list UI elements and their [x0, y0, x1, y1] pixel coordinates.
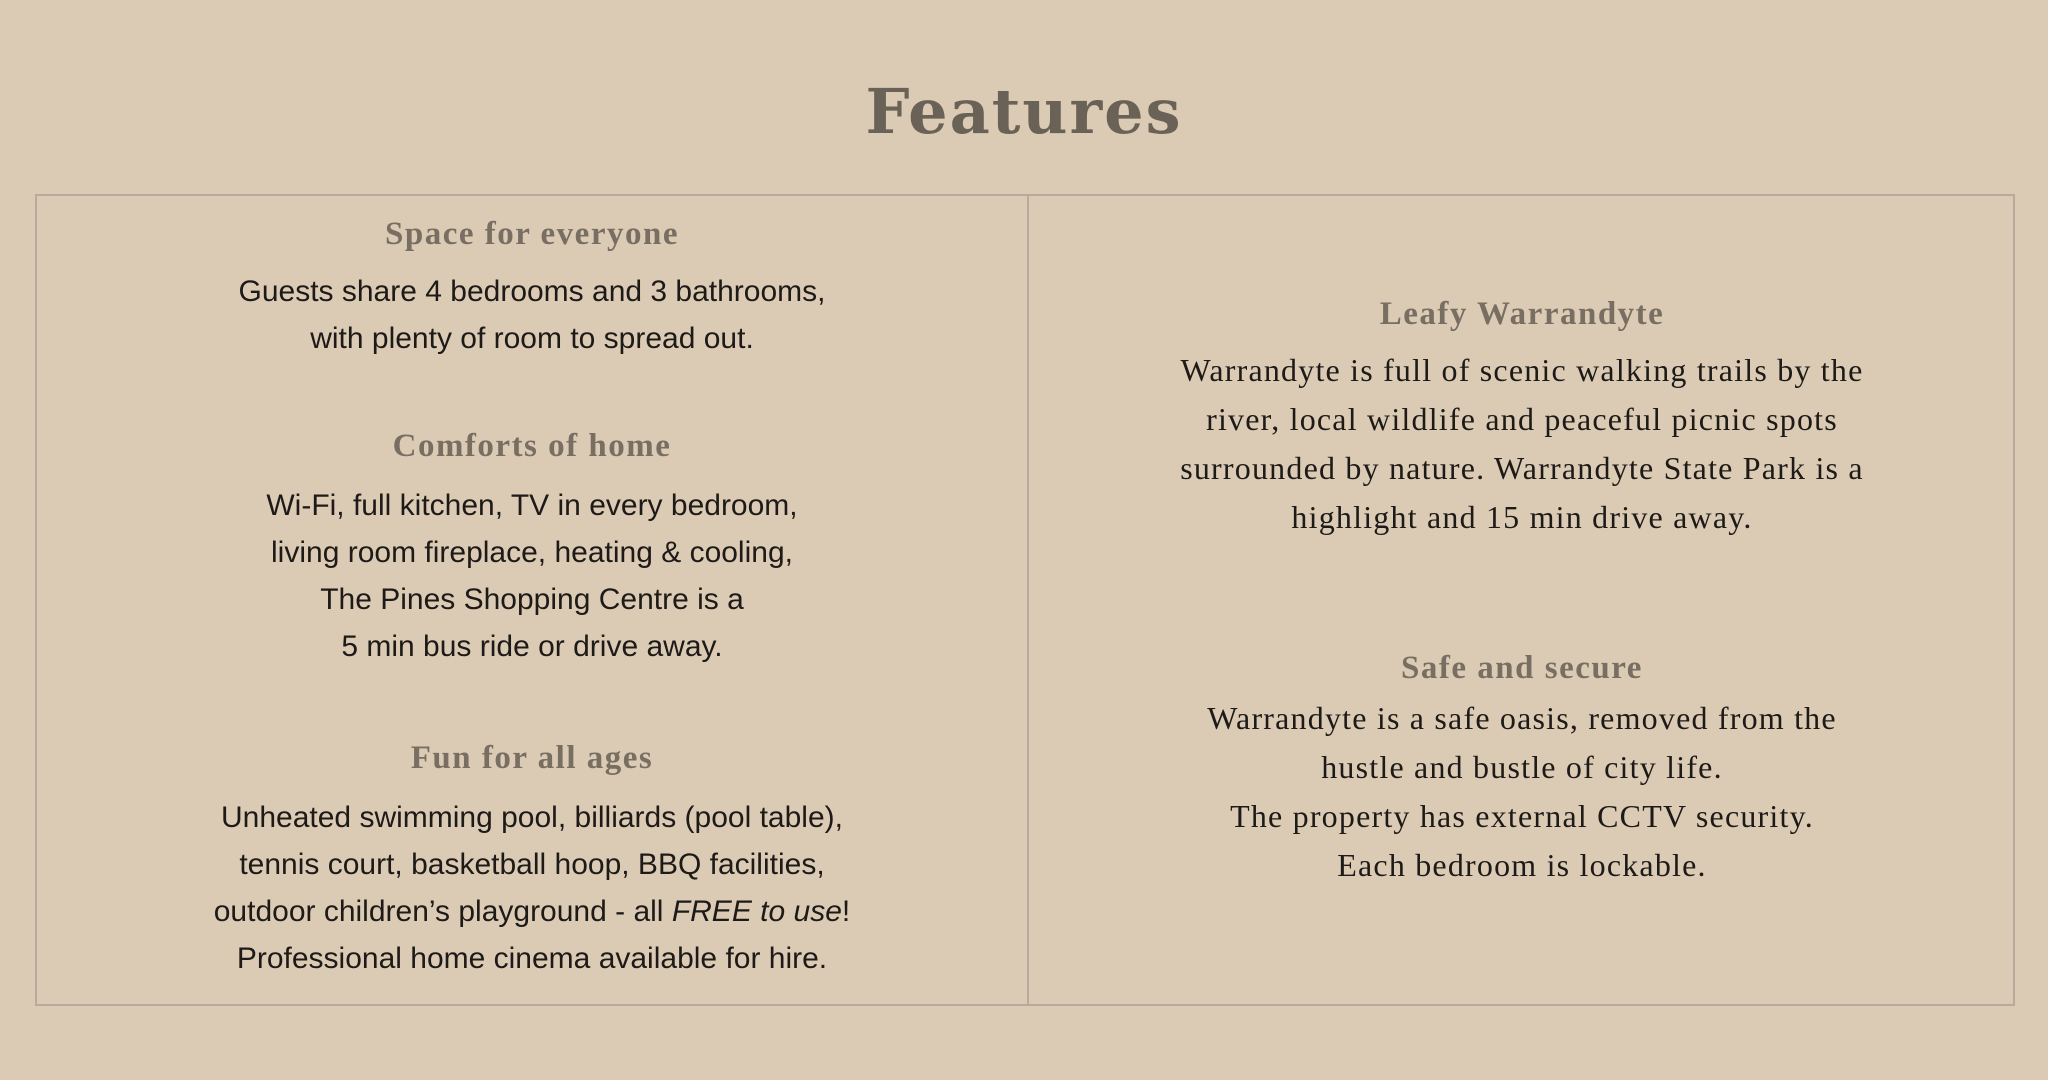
feature-description	[37, 794, 1027, 982]
feature-leafy-warrandyte	[1029, 294, 2015, 542]
feature-text-line: 5 min bus ride or drive away.	[341, 630, 723, 663]
feature-text-line: Warrandyte is full of scenic walking trails by the	[1180, 352, 1864, 388]
feature-text-line: surrounded by nature. Warrandyte State Park is a	[1180, 450, 1864, 486]
feature-title: Comforts of home	[392, 428, 672, 464]
feature-text-line: The Pines Shopping Centre is a	[320, 583, 744, 616]
feature-text-line: Unheated swimming pool, billiards (pool table),	[221, 801, 843, 834]
feature-description	[37, 482, 1027, 670]
feature-fun-for-all-ages	[37, 738, 1027, 982]
feature-text-line: The property has external CCTV security.	[1230, 798, 1814, 834]
feature-title: Safe and secure	[1401, 650, 1643, 686]
feature-text-line: Wi-Fi, full kitchen, TV in every bedroom,	[266, 489, 798, 522]
feature-text-line: Guests share 4 bedrooms and 3 bathrooms,	[238, 275, 826, 308]
feature-text-line: Each bedroom is lockable.	[1337, 847, 1707, 883]
feature-text-line: Professional home cinema available for hire.	[236, 942, 828, 975]
feature-description	[1029, 346, 2015, 542]
feature-space-for-everyone	[37, 214, 1027, 362]
feature-text-line: Warrandyte is a safe oasis, removed from the	[1207, 700, 1837, 736]
feature-text-line: with plenty of room to spread out.	[310, 322, 754, 355]
feature-text-line: highlight and 15 min drive away.	[1291, 499, 1753, 535]
page-title: Features	[865, 75, 1183, 148]
feature-text-line	[37, 888, 1027, 935]
feature-title: Leafy Warrandyte	[1379, 296, 1665, 332]
feature-title: Space for everyone	[385, 216, 679, 252]
feature-comforts-of-home	[37, 426, 1027, 670]
feature-safe-and-secure	[1029, 648, 2015, 890]
feature-text-fragment: !	[841, 895, 851, 928]
feature-text-line: river, local wildlife and peaceful picnic spots	[1206, 401, 1838, 437]
features-grid	[35, 194, 2015, 1006]
feature-description	[1029, 694, 2015, 890]
free-to-use-emphasis: FREE to use	[671, 895, 842, 928]
feature-text-fragment: outdoor children’s playground - all	[213, 895, 672, 928]
feature-text-line: hustle and bustle of city life.	[1321, 749, 1723, 785]
feature-text-line: living room fireplace, heating & cooling,	[271, 536, 793, 569]
feature-text-line: tennis court, basketball hoop, BBQ facilities,	[239, 848, 825, 881]
feature-description	[37, 268, 1027, 362]
feature-title: Fun for all ages	[410, 740, 654, 776]
